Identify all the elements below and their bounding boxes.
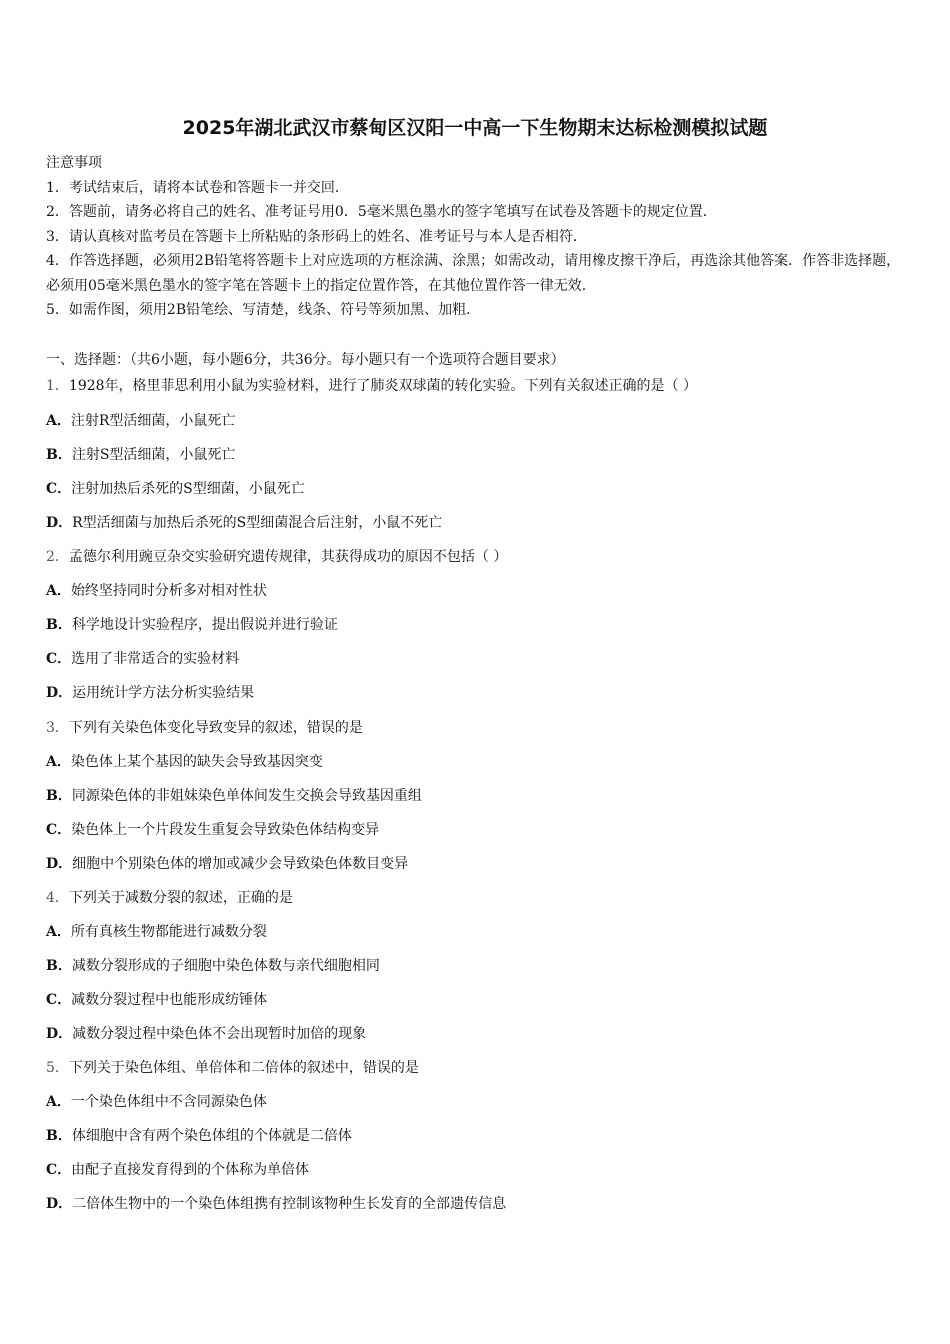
option-item	[46, 580, 267, 600]
option-item	[46, 648, 239, 668]
question-text: 下列关于染色体组、单倍体和二倍体的叙述中，错误的是	[68, 1060, 419, 1076]
option-item	[46, 1125, 352, 1145]
option-letter: A．	[46, 1094, 71, 1110]
option-item	[46, 989, 267, 1009]
option-letter: B．	[46, 617, 72, 633]
option-letter: A．	[46, 413, 71, 429]
option-letter: D．	[46, 856, 73, 872]
question-text: 1928年，格里菲思利用小鼠为实验材料，进行了肺炎双球菌的转化实验。下列有关叙述正确的是（ ）	[68, 378, 697, 394]
notice-block	[46, 151, 906, 323]
option-letter: D．	[46, 685, 73, 701]
option-text: 二倍体生物中的一个染色体组携有控制该物种生长发育的全部遗传信息	[72, 1196, 507, 1212]
option-item	[46, 1091, 267, 1111]
option-item	[46, 410, 235, 430]
question-stem	[46, 1057, 419, 1077]
option-letter: D．	[46, 1026, 73, 1042]
option-letter: B．	[46, 1128, 72, 1144]
option-text: 染色体上一个片段发生重复会导致染色体结构变异	[71, 822, 380, 838]
option-text: 减数分裂形成的子细胞中染色体数与亲代细胞相同	[71, 958, 380, 974]
option-letter: D．	[46, 1196, 73, 1212]
option-item	[46, 819, 379, 839]
question-text: 孟德尔利用豌豆杂交实验研究遗传规律，其获得成功的原因不包括（ ）	[68, 549, 508, 565]
question-stem	[46, 717, 363, 737]
question-number: 5．	[46, 1060, 69, 1076]
option-item	[46, 444, 235, 464]
option-text: 细胞中个别染色体的增加或减少会导致染色体数目变异	[72, 856, 409, 872]
option-text: 注射S型活细菌，小鼠死亡	[71, 447, 236, 463]
option-text: 注射R型活细菌，小鼠死亡	[70, 413, 236, 429]
option-text: 染色体上某个基因的缺失会导致基因突变	[70, 754, 323, 770]
question-text: 下列有关染色体变化导致变异的叙述，错误的是	[68, 720, 363, 736]
option-text: 同源染色体的非姐妹染色单体间发生交换会导致基因重组	[71, 788, 422, 804]
option-item	[46, 921, 267, 941]
option-letter: B．	[46, 447, 72, 463]
option-letter: C．	[46, 481, 72, 497]
notice-item: 5．如需作图，须用2B铅笔绘、写清楚，线条、符号等须加黑、加粗．	[46, 302, 481, 318]
option-text: 选用了非常适合的实验材料	[71, 651, 240, 667]
option-letter: A．	[46, 583, 71, 599]
question-number: 3．	[46, 720, 69, 736]
option-text: 所有真核生物都能进行减数分裂	[70, 924, 267, 940]
option-text: R型活细菌与加热后杀死的S型细菌混合后注射，小鼠不死亡	[72, 515, 443, 531]
option-letter: A．	[46, 754, 71, 770]
question-stem	[46, 375, 697, 395]
option-letter: C．	[46, 1162, 72, 1178]
notice-item: 3．请认真核对监考员在答题卡上所粘贴的条形码上的姓名、准考证号与本人是否相符．	[46, 228, 587, 245]
option-text: 减数分裂过程中染色体不会出现暂时加倍的现象	[72, 1026, 367, 1042]
option-text: 减数分裂过程中也能形成纺锤体	[71, 992, 268, 1008]
option-letter: C．	[46, 822, 72, 838]
notice-item: 4．作答选择题，必须用2B铅笔将答题卡上对应选项的方框涂满、涂黑；如需改动，请用橡皮擦干净后，再选涂其他答案．作答非选择题，必须用05毫米黑色墨水的签字笔在答题卡上的指定位置作答，在其他位置作答一律无效．	[46, 253, 901, 294]
option-item	[46, 955, 380, 975]
option-letter: C．	[46, 651, 72, 667]
option-letter: A．	[46, 924, 71, 940]
option-text: 科学地设计实验程序，提出假说并进行验证	[71, 617, 338, 633]
option-item	[46, 682, 254, 702]
page-title: 2025年湖北武汉市蔡甸区汉阳一中高一下生物期末达标检测模拟试题	[182, 117, 768, 139]
question-number: 2．	[46, 549, 69, 565]
notice-item: 2．答题前，请务必将自己的姓名、准考证号用0．5毫米黑色墨水的签字笔填写在试卷及答题卡的规定位置．	[46, 204, 717, 220]
option-text: 体细胞中含有两个染色体组的个体就是二倍体	[71, 1128, 352, 1144]
option-item	[46, 478, 305, 498]
option-item	[46, 853, 408, 873]
option-text: 一个染色体组中不含同源染色体	[70, 1094, 267, 1110]
option-item	[46, 751, 323, 771]
question-number: 4．	[46, 890, 69, 906]
option-letter: C．	[46, 992, 72, 1008]
option-text: 始终坚持同时分析多对相对性状	[70, 583, 267, 599]
option-item	[46, 1023, 366, 1043]
option-item	[46, 1193, 506, 1213]
option-letter: B．	[46, 788, 72, 804]
question-stem	[46, 887, 293, 907]
option-text: 由配子直接发育得到的个体称为单倍体	[71, 1162, 310, 1178]
option-item	[46, 785, 422, 805]
notice-item: 1．考试结束后，请将本试卷和答题卡一并交回．	[46, 179, 349, 196]
option-item	[46, 614, 338, 634]
option-letter: B．	[46, 958, 72, 974]
notice-heading: 注意事项	[46, 155, 102, 171]
question-stem	[46, 546, 507, 566]
option-item	[46, 1159, 309, 1179]
option-item	[46, 512, 442, 532]
option-text: 运用统计学方法分析实验结果	[72, 685, 255, 701]
option-letter: D．	[46, 515, 73, 531]
section-heading: 一、选择题：（共6小题，每小题6分，共36分。每小题只有一个选项符合题目要求）	[46, 352, 565, 368]
question-text: 下列关于减数分裂的叙述，正确的是	[68, 890, 293, 906]
question-number: 1．	[46, 378, 69, 394]
option-text: 注射加热后杀死的S型细菌，小鼠死亡	[71, 481, 305, 497]
